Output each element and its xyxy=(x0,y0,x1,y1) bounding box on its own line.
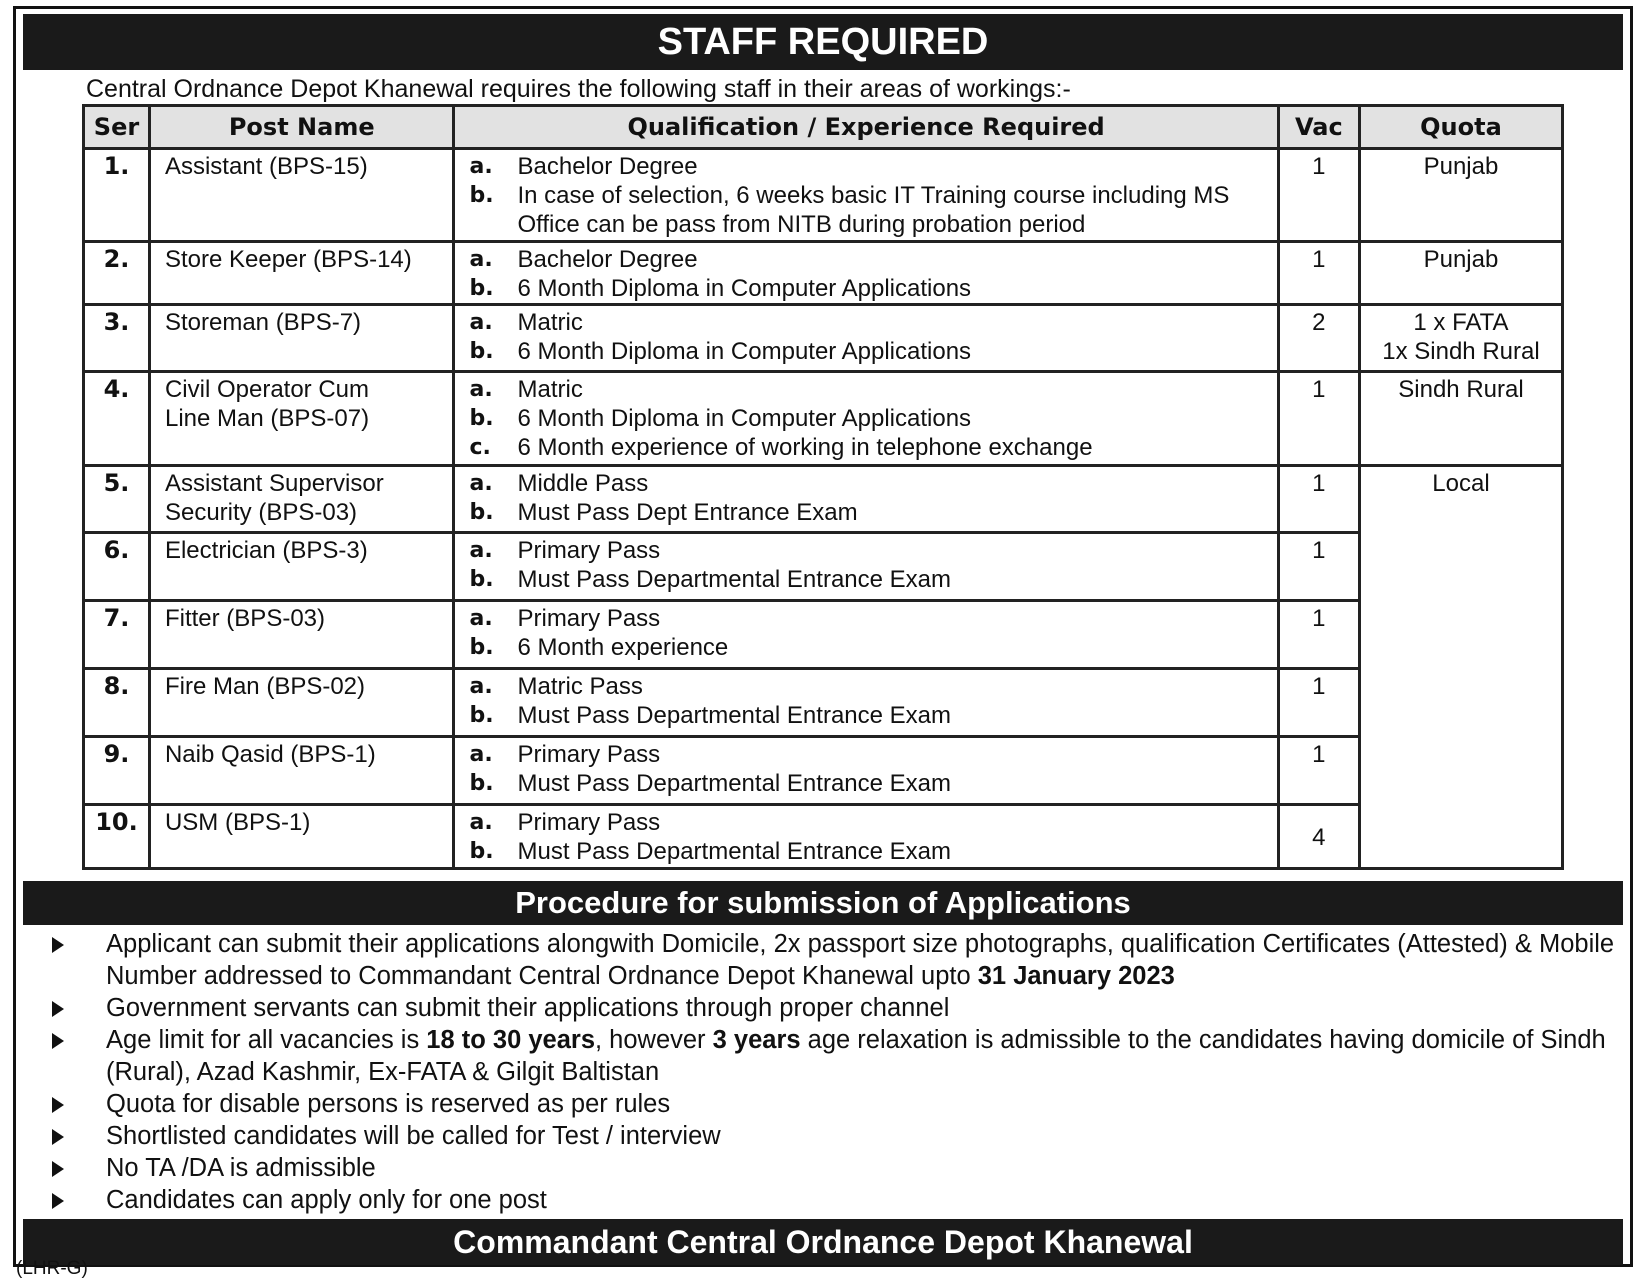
post-name-cell xyxy=(149,372,454,466)
item-bold-text: 18 to 30 years xyxy=(426,1026,595,1054)
qual-text: Matric Pass xyxy=(517,673,643,700)
qualification-cell xyxy=(454,466,1278,533)
table-row xyxy=(84,805,1563,869)
quota-cell xyxy=(1359,305,1562,372)
qual-text: Middle Pass xyxy=(517,470,649,497)
item-bold-text: 31 January 2023 xyxy=(977,962,1175,990)
qual-letter: b. xyxy=(469,500,494,525)
header-quota: Quota xyxy=(1359,106,1562,149)
qual-letter: a. xyxy=(469,154,493,179)
quota-cell: Local xyxy=(1359,466,1562,869)
vac-cell: 2 xyxy=(1278,305,1359,372)
page-title: STAFF REQUIRED xyxy=(23,14,1623,70)
qual-letter: a. xyxy=(469,247,493,272)
vac-cell: 1 xyxy=(1278,601,1359,669)
qualification-cell xyxy=(454,805,1278,869)
triangle-bullet-icon xyxy=(52,1001,64,1017)
triangle-bullet-icon xyxy=(52,1033,64,1049)
table-row xyxy=(84,466,1563,533)
post-name-cell: Electrician (BPS-3) xyxy=(149,533,454,601)
table-row xyxy=(84,601,1563,669)
qual-letter: a. xyxy=(469,471,493,496)
qualification-cell xyxy=(454,737,1278,805)
table-row xyxy=(84,669,1563,737)
table-row xyxy=(84,149,1563,242)
quota-line: 1 x FATA xyxy=(1413,309,1509,336)
vac-cell: 1 xyxy=(1278,533,1359,601)
quota-cell: Sindh Rural xyxy=(1359,372,1562,466)
ser-cell: 8. xyxy=(84,669,150,737)
ser-cell: 9. xyxy=(84,737,150,805)
qual-letter: b. xyxy=(469,406,494,431)
item-text: , however xyxy=(595,1026,713,1054)
intro-text: Central Ordnance Depot Khanewal requires the following staff in their areas of workings:- xyxy=(86,75,1071,103)
qual-text: Must Pass Departmental Entrance Exam xyxy=(517,566,951,593)
item-text: Applicant can submit their applications alongwith Domicile, 2x passport size photographs, qualification Certificates (Attested) & Mobile Number addressed to Commandant Central Ordnance Depot Khanewal upto xyxy=(106,930,1615,990)
triangle-bullet-icon xyxy=(52,937,64,953)
qual-letter: c. xyxy=(469,435,491,460)
vac-cell: 1 xyxy=(1278,669,1359,737)
header-post-name: Post Name xyxy=(149,106,454,149)
item-text: Shortlisted candidates will be called for Test / interview xyxy=(106,1122,721,1150)
qual-text: 6 Month experience xyxy=(517,634,729,661)
triangle-bullet-icon xyxy=(52,1193,64,1209)
qual-letter: b. xyxy=(469,276,494,301)
qual-text: Bachelor Degree xyxy=(517,246,698,273)
item-text: Age limit for all vacancies is xyxy=(106,1026,427,1054)
qualification-cell xyxy=(454,533,1278,601)
item-bold-text: 3 years xyxy=(712,1026,801,1054)
qualification-cell xyxy=(454,372,1278,466)
qual-text: Bachelor Degree xyxy=(517,153,698,180)
staff-table xyxy=(82,104,1564,870)
qual-text: Must Pass Departmental Entrance Exam xyxy=(517,770,951,797)
ser-cell: 10. xyxy=(84,805,150,869)
qual-letter: a. xyxy=(469,742,493,767)
table-row xyxy=(84,533,1563,601)
ser-cell: 6. xyxy=(84,533,150,601)
item-text: age relaxation is admissible to the candidates having domicile of Sindh (Rural), Azad Kashmir, Ex-FATA & Gilgit Baltistan xyxy=(106,1026,1606,1086)
post-name-line: Assistant Supervisor xyxy=(164,470,384,497)
post-name-cell: Fitter (BPS-03) xyxy=(149,601,454,669)
procedure-title: Procedure for submission of Applications xyxy=(23,881,1623,925)
vac-cell: 1 xyxy=(1278,149,1359,242)
footer-signatory: Commandant Central Ordnance Depot Khanewal xyxy=(23,1219,1623,1265)
quota-cell: Punjab xyxy=(1359,242,1562,305)
post-name-line: Line Man (BPS-07) xyxy=(164,405,370,432)
qual-letter: b. xyxy=(469,183,494,208)
qualification-cell xyxy=(454,601,1278,669)
list-item xyxy=(36,1088,1618,1120)
header-qualification: Qualification / Experience Required xyxy=(454,106,1278,149)
post-name-cell: USM (BPS-1) xyxy=(149,805,454,869)
table-row xyxy=(84,737,1563,805)
qualification-cell xyxy=(454,242,1278,305)
vac-cell: 4 xyxy=(1278,805,1359,869)
ser-cell: 5. xyxy=(84,466,150,533)
post-name-cell: Fire Man (BPS-02) xyxy=(149,669,454,737)
qual-text: 6 Month Diploma in Computer Applications xyxy=(517,338,972,365)
vac-cell: 1 xyxy=(1278,737,1359,805)
list-item xyxy=(36,1024,1618,1088)
triangle-bullet-icon xyxy=(52,1129,64,1145)
qual-text: Matric xyxy=(517,376,583,403)
advertisement-frame xyxy=(13,6,1633,1267)
ser-cell: 3. xyxy=(84,305,150,372)
post-name-cell: Assistant (BPS-15) xyxy=(149,149,454,242)
list-item xyxy=(36,928,1618,992)
post-name-line: Security (BPS-03) xyxy=(164,499,358,526)
qualification-cell xyxy=(454,305,1278,372)
procedure-list xyxy=(36,928,1618,1216)
qual-letter: a. xyxy=(469,606,493,631)
post-name-cell: Naib Qasid (BPS-1) xyxy=(149,737,454,805)
qual-letter: a. xyxy=(469,310,493,335)
qual-text: 6 Month Diploma in Computer Applications xyxy=(517,275,972,302)
quota-cell: Punjab xyxy=(1359,149,1562,242)
qual-text: Must Pass Departmental Entrance Exam xyxy=(517,838,951,865)
qual-text: Primary Pass xyxy=(517,741,661,768)
reference-code: (LHR-G) xyxy=(16,1258,88,1279)
qual-letter: b. xyxy=(469,635,494,660)
list-item xyxy=(36,992,1618,1024)
table-header-row xyxy=(84,106,1563,149)
list-item xyxy=(36,1152,1618,1184)
post-name-cell xyxy=(149,466,454,533)
qual-text: Matric xyxy=(517,309,583,336)
item-text: Candidates can apply only for one post xyxy=(106,1186,547,1214)
qual-text: Primary Pass xyxy=(517,537,661,564)
post-name-line: Civil Operator Cum xyxy=(164,376,370,403)
vac-cell: 1 xyxy=(1278,372,1359,466)
qual-letter: b. xyxy=(469,771,494,796)
qual-text: 6 Month experience of working in telephone exchange xyxy=(517,434,1093,461)
qual-text: Must Pass Dept Entrance Exam xyxy=(517,499,858,526)
ser-cell: 2. xyxy=(84,242,150,305)
table-row xyxy=(84,242,1563,305)
qualification-cell xyxy=(454,149,1278,242)
list-item xyxy=(36,1184,1618,1216)
qual-text: Primary Pass xyxy=(517,809,661,836)
qual-letter: a. xyxy=(469,538,493,563)
vac-cell: 1 xyxy=(1278,466,1359,533)
table-row xyxy=(84,372,1563,466)
quota-line: 1x Sindh Rural xyxy=(1382,338,1540,365)
qual-text: In case of selection, 6 weeks basic IT Training course including MS Office can be pass from NITB during probation period xyxy=(517,182,1230,238)
qual-letter: a. xyxy=(469,810,493,835)
qual-text: 6 Month Diploma in Computer Applications xyxy=(517,405,972,432)
table-row xyxy=(84,305,1563,372)
qual-letter: b. xyxy=(469,839,494,864)
post-name-cell: Store Keeper (BPS-14) xyxy=(149,242,454,305)
qual-text: Primary Pass xyxy=(517,605,661,632)
item-text: Quota for disable persons is reserved as per rules xyxy=(106,1090,671,1118)
qual-letter: b. xyxy=(469,703,494,728)
ser-cell: 1. xyxy=(84,149,150,242)
qual-letter: a. xyxy=(469,674,493,699)
item-text: No TA /DA is admissible xyxy=(106,1154,376,1182)
triangle-bullet-icon xyxy=(52,1161,64,1177)
qualification-cell xyxy=(454,669,1278,737)
qual-letter: b. xyxy=(469,567,494,592)
qual-letter: a. xyxy=(469,377,493,402)
triangle-bullet-icon xyxy=(52,1097,64,1113)
ser-cell: 7. xyxy=(84,601,150,669)
qual-text: Must Pass Departmental Entrance Exam xyxy=(517,702,951,729)
header-ser: Ser xyxy=(84,106,150,149)
list-item xyxy=(36,1120,1618,1152)
post-name-cell: Storeman (BPS-7) xyxy=(149,305,454,372)
header-vac: Vac xyxy=(1278,106,1359,149)
qual-letter: b. xyxy=(469,339,494,364)
vac-cell: 1 xyxy=(1278,242,1359,305)
ser-cell: 4. xyxy=(84,372,150,466)
item-text: Government servants can submit their applications through proper channel xyxy=(106,994,950,1022)
